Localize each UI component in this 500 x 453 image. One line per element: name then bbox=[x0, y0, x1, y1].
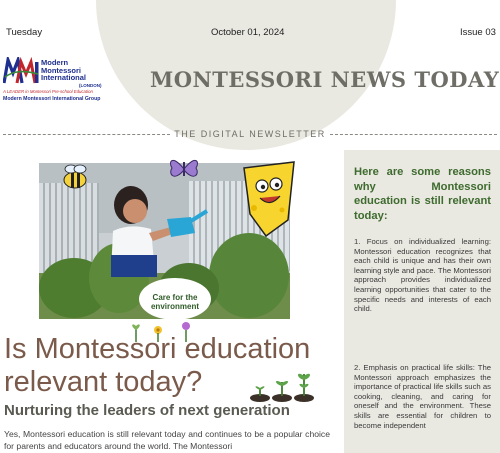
cartoon-cheese-character-icon bbox=[236, 160, 300, 238]
section-divider bbox=[3, 128, 497, 140]
logo-name: Modern Montessori International (LONDON) bbox=[41, 58, 102, 88]
butterfly-icon bbox=[168, 154, 200, 184]
article-title: Is Montessori education relevant today? bbox=[4, 333, 311, 398]
date-label: October 01, 2024 bbox=[211, 27, 285, 38]
article-subtitle: Nurturing the leaders of next generation bbox=[4, 402, 290, 419]
divider-line-left bbox=[3, 134, 170, 135]
logo-group-name: Modern Montessori International Group bbox=[3, 96, 101, 102]
mmi-logo bbox=[3, 55, 125, 113]
weekday-label: Tuesday bbox=[6, 27, 43, 38]
masthead-title: MONTESSORI NEWS TODAY bbox=[150, 67, 500, 92]
divider-label: THE DIGITAL NEWSLETTER bbox=[174, 129, 326, 139]
logo-tagline: A LEADER in Montessori Pre-school Education bbox=[3, 89, 93, 94]
photo-caption: Care for the environment bbox=[150, 293, 199, 311]
top-bar bbox=[0, 27, 500, 41]
sidebar-panel bbox=[344, 150, 500, 453]
sidebar-point-1: 1. Focus on individualized learning: Montessori education recognizes that each child is unique and has their own learning style and pace. The Montessori approach provides individualized learning opportunities that cater to the specific needs and interests of each child. bbox=[354, 237, 491, 314]
sidebar-heading: Here are some reasons why Montessori education is still relevant today: bbox=[354, 166, 491, 222]
bee-icon bbox=[60, 163, 90, 191]
mmi-logo-mark bbox=[3, 57, 39, 85]
child-watering-plants bbox=[99, 183, 209, 293]
divider-line-right bbox=[330, 134, 497, 135]
article-intro: Yes, Montessori education is still relevant today and continues to be a popular choice for parents and educators around the world. The Montessori bbox=[4, 429, 330, 451]
seedlings-icon bbox=[248, 368, 318, 402]
issue-label: Issue 03 bbox=[460, 27, 496, 38]
sidebar-point-2: 2. Emphasis on practical life skills: The Montessori approach emphasizes the importance of practical life skills such as cooking, cleaning, and caring for oneself and the environment. These skills are essential for children to become independent bbox=[354, 363, 491, 430]
